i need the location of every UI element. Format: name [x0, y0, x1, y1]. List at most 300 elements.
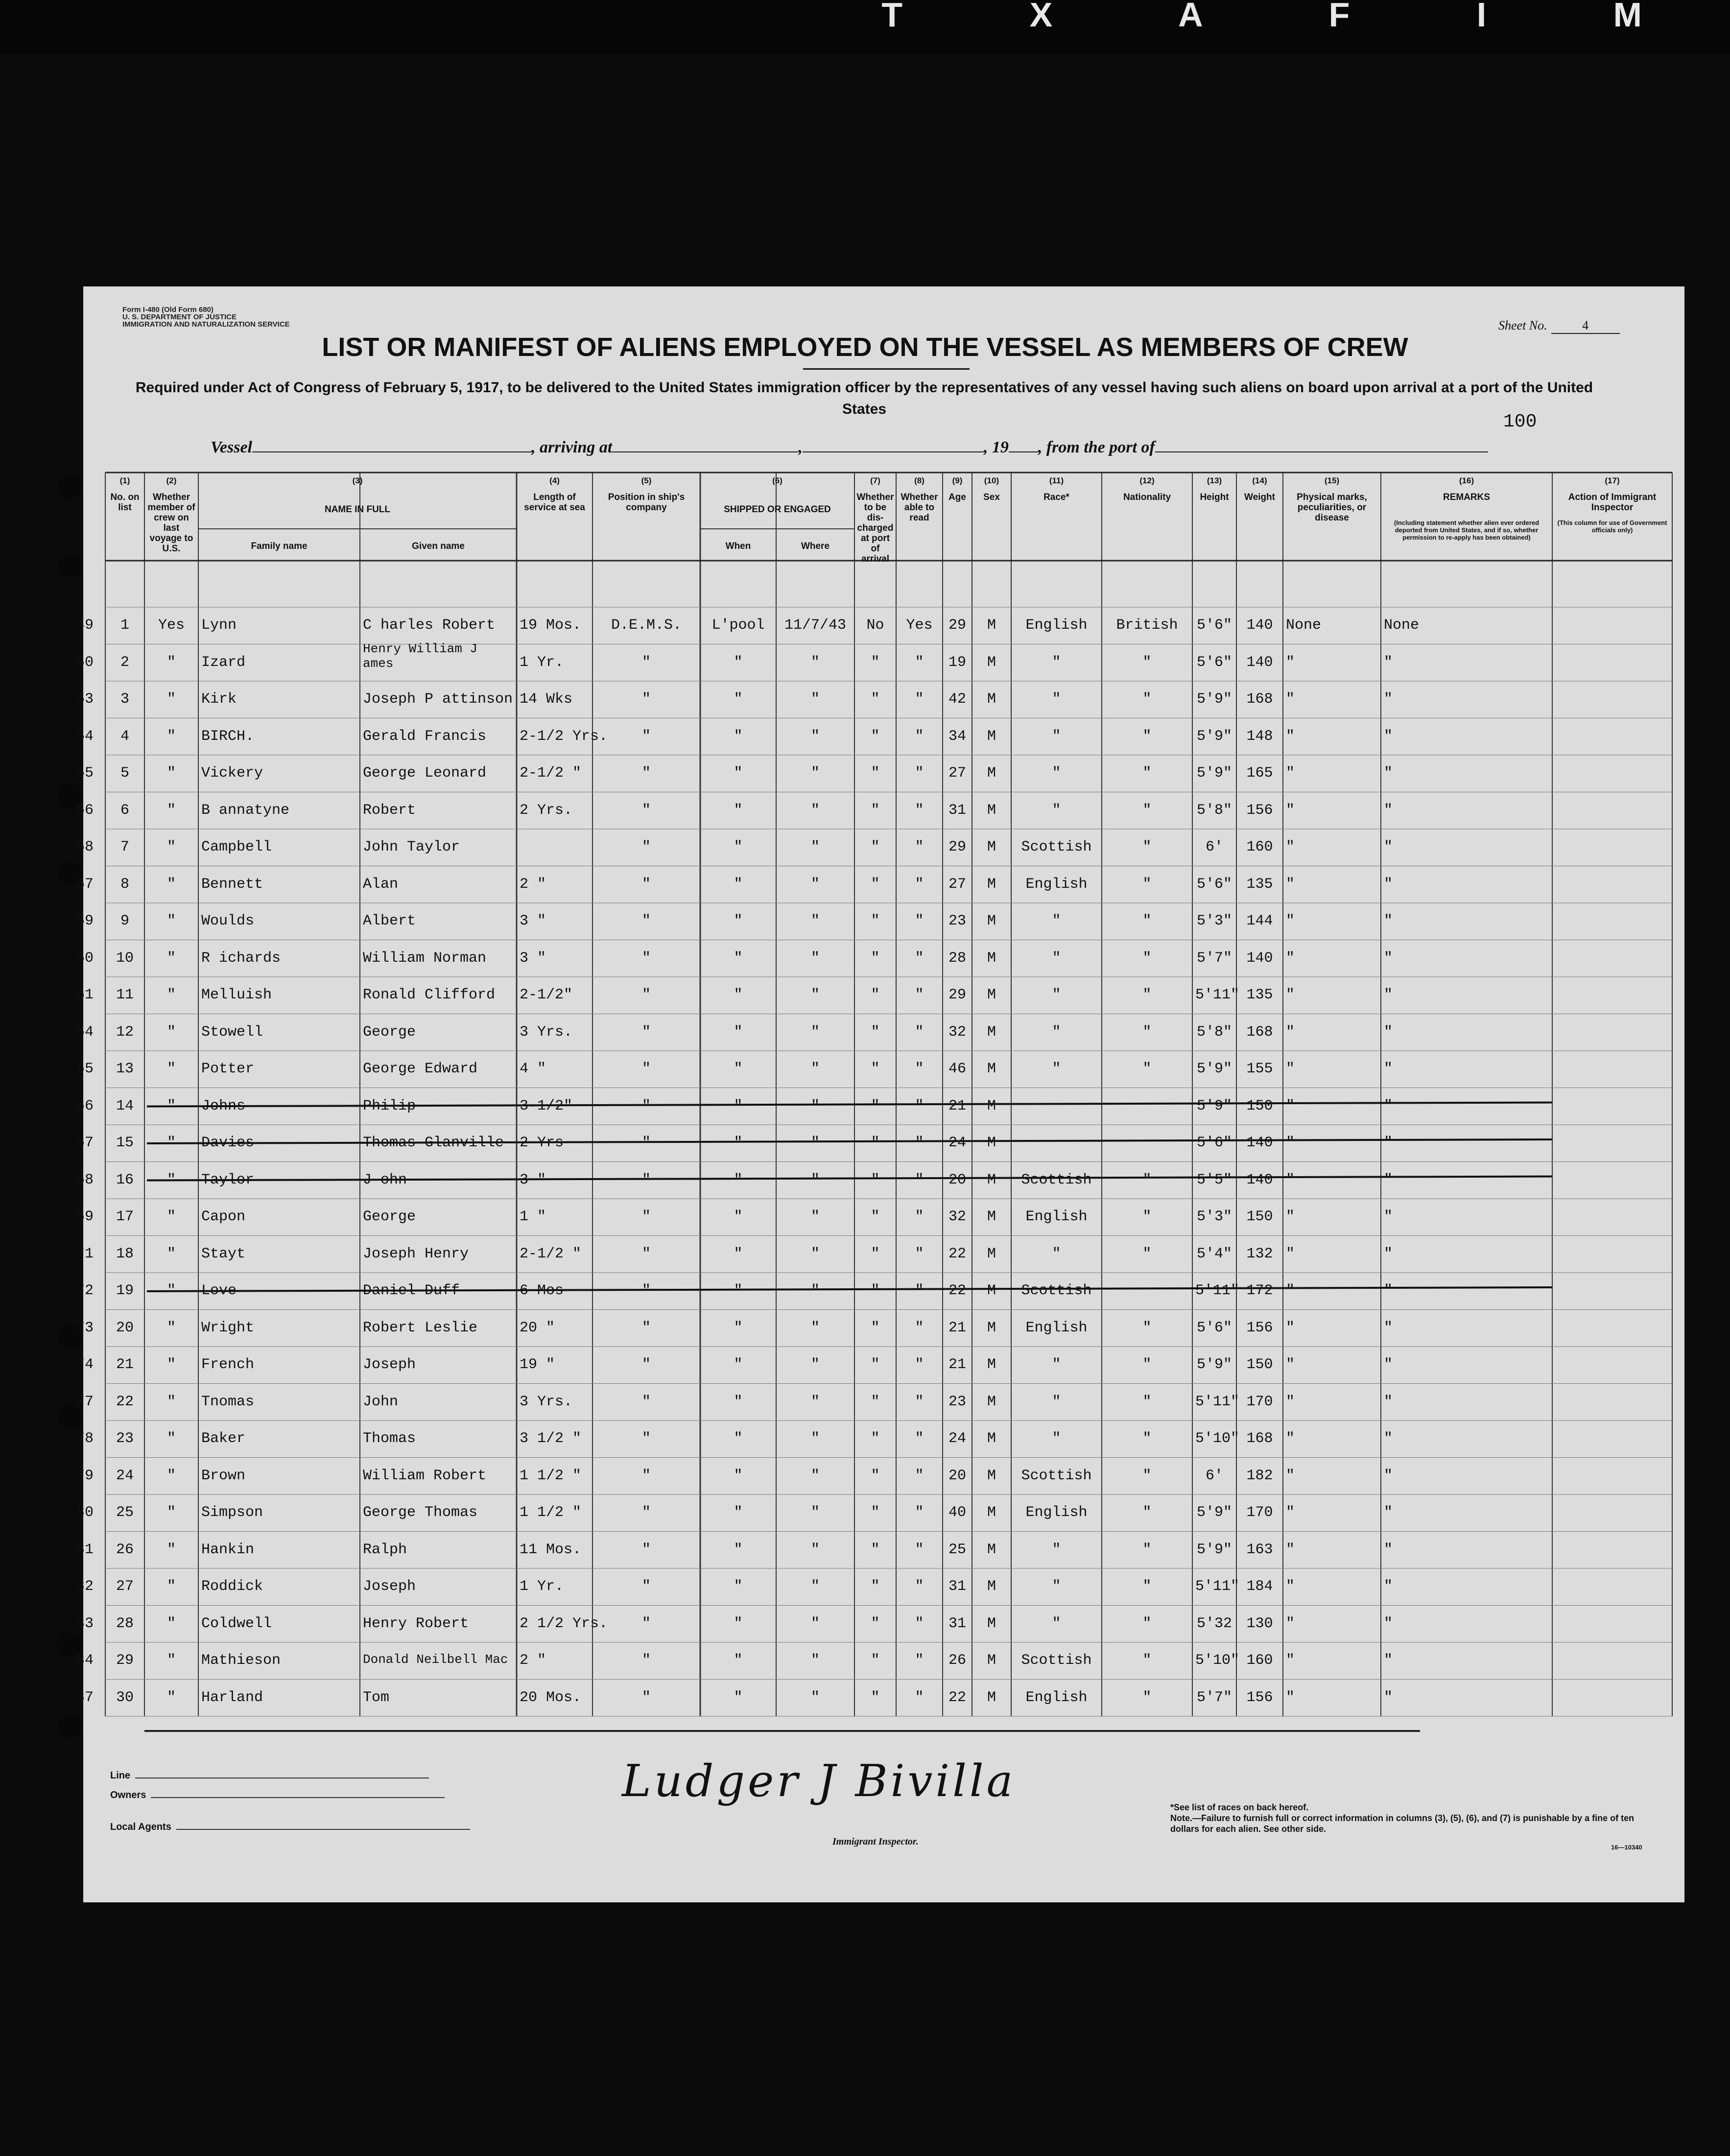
cell-ht: 5'9" [1196, 1061, 1232, 1077]
cell-sex: M [987, 1282, 996, 1299]
line-number: 79 [76, 1467, 94, 1484]
cell-when: " [734, 1135, 743, 1151]
cell-ht: 5'8" [1196, 1023, 1232, 1041]
cell-race: " [1052, 987, 1061, 1003]
cell-dis: " [871, 1689, 880, 1706]
cell-read: Yes [906, 617, 933, 634]
cell-rem: None [1384, 617, 1420, 634]
cell-sex: M [987, 1541, 996, 1558]
cell-fam: Simpson [201, 1504, 263, 1521]
cell-read: " [915, 1245, 924, 1262]
cell-when: " [734, 876, 743, 893]
cell-when: " [734, 1245, 743, 1262]
cell-when: " [734, 1689, 743, 1706]
cell-sex: M [987, 654, 996, 671]
cell-rem: " [1384, 1245, 1393, 1262]
cell-rem: " [1384, 802, 1393, 819]
cell-ht: 5'7" [1196, 1689, 1232, 1706]
cell-where: " [810, 765, 820, 782]
cell-rem: " [1384, 765, 1393, 782]
cell-age: 24 [948, 1430, 966, 1447]
cell-fam: Tnomas [201, 1393, 255, 1410]
cell-dis: " [871, 1135, 880, 1151]
column-number: (10) [984, 476, 999, 485]
cell-last: " [166, 802, 176, 819]
column-number: (14) [1252, 476, 1267, 485]
cell-where: " [810, 1097, 820, 1114]
cell-sex: M [987, 987, 996, 1003]
cell-ht: 5'10" [1195, 1430, 1240, 1447]
cell-when: " [734, 949, 743, 967]
cell-rem: " [1384, 1319, 1393, 1336]
cell-pos: D.E.M.S. [611, 617, 682, 634]
cell-nat: " [1142, 1430, 1152, 1447]
cell-dis: " [871, 1282, 880, 1299]
cell-rem: " [1384, 728, 1393, 745]
cell-rem: " [1384, 654, 1393, 671]
cell-srv: 19 " [520, 1356, 555, 1373]
cell-last: " [166, 1097, 176, 1114]
cell-sex: M [987, 1356, 996, 1373]
cell-race: " [1052, 654, 1061, 671]
cell-wt: 168 [1246, 691, 1273, 708]
cell-wt: 150 [1246, 1208, 1273, 1225]
cell-ht: 5'4" [1196, 1245, 1232, 1262]
line-number: 80 [76, 1504, 94, 1521]
cell-fam: Potter [201, 1061, 255, 1077]
cell-no: 13 [116, 1061, 134, 1077]
line-number: 68 [76, 1171, 94, 1188]
cell-sex: M [987, 1467, 996, 1484]
cell-sex: M [987, 949, 996, 967]
cell-sex: M [987, 1578, 996, 1595]
cell-sex: M [987, 1393, 996, 1410]
line-number: 87 [76, 1689, 94, 1706]
cell-dis: " [871, 1097, 880, 1114]
cell-age: 46 [948, 1061, 966, 1077]
cell-where: " [810, 1208, 820, 1225]
cell-srv: 3 Yrs. [520, 1393, 573, 1410]
cell-where: " [810, 1578, 820, 1595]
cell-when: " [734, 1430, 743, 1447]
cell-sex: M [987, 765, 996, 782]
cell-rem: " [1384, 839, 1393, 855]
cell-nat: " [1142, 1245, 1152, 1262]
page-subtitle: Required under Act of Congress of February 5, 1917, to be delivered to the United States immigration officer by the representatives of any vessel having such aliens on board upon arrival at a port of the United States [135, 379, 1593, 417]
column-number: (11) [1049, 476, 1064, 485]
cell-pos: " [641, 1504, 651, 1521]
cell-age: 21 [948, 1319, 966, 1336]
cell-pos: " [641, 1023, 651, 1041]
cell-pos: " [641, 987, 651, 1003]
cell-giv: Robert Leslie [363, 1319, 478, 1336]
cell-race: English [1025, 1689, 1088, 1706]
cell-when: " [734, 728, 743, 745]
cell-sex: M [987, 1135, 996, 1151]
cell-rem: " [1384, 1208, 1393, 1225]
vessel-line: Vessel , arriving at , , 19 , from the port of [211, 438, 1488, 457]
cell-dis: " [871, 1245, 880, 1262]
cell-no: 30 [116, 1689, 134, 1706]
cell-srv: 1 Yr. [520, 654, 564, 671]
cell-read: " [915, 1356, 924, 1373]
cell-ht: 5'11" [1195, 1282, 1240, 1299]
cell-read: " [915, 1467, 924, 1484]
cell-sex: M [987, 1615, 996, 1632]
cell-pos: " [641, 1356, 651, 1373]
line-number: 59 [76, 913, 94, 929]
column-number: (6) [772, 476, 782, 485]
cell-dis: " [871, 1356, 880, 1373]
cell-srv: 3 " [520, 949, 546, 967]
cell-ht: 5'3" [1196, 1208, 1232, 1225]
cell-race: " [1052, 949, 1061, 967]
cell-no: 14 [116, 1097, 134, 1114]
cell-fam: Vickery [201, 765, 263, 782]
cell-last: " [166, 839, 176, 855]
cell-srv: 3-1/2" [520, 1097, 573, 1114]
cell-rem: " [1384, 876, 1393, 893]
line-number: 57 [76, 876, 94, 893]
column-number: (16) [1459, 476, 1474, 485]
column-header: Whether member of crew on last voyage to U.S. [147, 492, 195, 554]
cell-ht: 5'5" [1196, 1171, 1232, 1188]
cell-no: 1 [120, 617, 129, 634]
column-subheader: Where [801, 541, 830, 551]
cell-wt: 170 [1246, 1504, 1273, 1521]
cell-ht: 5'10" [1195, 1652, 1240, 1669]
cell-read: " [915, 949, 924, 967]
cell-sex: M [987, 876, 996, 893]
cell-giv: Joseph Henry [363, 1245, 469, 1262]
cell-fam: Woulds [201, 913, 255, 929]
cell-no: 4 [120, 728, 129, 745]
cell-last: " [166, 1689, 176, 1706]
cell-ht: 5'6" [1196, 1319, 1232, 1336]
cell-pos: " [641, 1430, 651, 1447]
cell-giv: Tom [363, 1689, 390, 1706]
cell-dis: " [871, 1578, 880, 1595]
cell-wt: 140 [1246, 654, 1273, 671]
cell-read: " [915, 1208, 924, 1225]
cell-where: " [810, 839, 820, 855]
cell-giv: Albert [363, 913, 416, 929]
cell-dis: " [871, 802, 880, 819]
cell-marks: None [1286, 617, 1322, 634]
cell-rem: " [1384, 1135, 1393, 1151]
cell-fam: BIRCH. [201, 728, 255, 745]
cell-fam: Stowell [201, 1023, 263, 1041]
cell-race: Scottish [1021, 1652, 1092, 1669]
cell-race: " [1052, 802, 1061, 819]
cell-sex: M [987, 1208, 996, 1225]
cell-race: Scottish [1021, 839, 1092, 855]
cell-age: 31 [948, 1615, 966, 1632]
cell-marks: " [1286, 839, 1295, 855]
cell-read: " [915, 728, 924, 745]
cell-giv: George [363, 1023, 416, 1041]
column-number: (7) [870, 476, 880, 485]
cell-nat: " [1142, 765, 1152, 782]
column-number: (9) [952, 476, 963, 485]
cell-no: 28 [116, 1615, 134, 1632]
cell-giv: Donald Neilbell Mac [363, 1652, 508, 1667]
cell-no: 24 [116, 1467, 134, 1484]
cell-no: 3 [120, 691, 129, 708]
cell-nat: " [1142, 1319, 1152, 1336]
cell-ht: 5'32 [1196, 1615, 1232, 1632]
cell-last: " [166, 949, 176, 967]
cell-where: " [810, 1541, 820, 1558]
cell-srv: 20 " [520, 1319, 555, 1336]
cell-marks: " [1286, 1171, 1295, 1188]
cell-dis: " [871, 1171, 880, 1188]
cell-sex: M [987, 1319, 996, 1336]
cell-giv: George Leonard [363, 765, 487, 782]
cell-read: " [915, 1652, 924, 1669]
cell-marks: " [1286, 654, 1295, 671]
cell-rem: " [1384, 987, 1393, 1003]
column-number: (8) [914, 476, 924, 485]
cell-where: " [810, 1689, 820, 1706]
cell-giv: Robert [363, 802, 416, 819]
cell-wt: 140 [1246, 949, 1273, 967]
cell-no: 16 [116, 1171, 134, 1188]
cell-read: " [915, 1504, 924, 1521]
cell-read: " [915, 1578, 924, 1595]
form-number: 16—10340 [1611, 1844, 1642, 1851]
cell-race: " [1052, 765, 1061, 782]
cell-giv: Joseph [363, 1578, 416, 1595]
cell-fam: Coldwell [201, 1615, 272, 1632]
cell-no: 23 [116, 1430, 134, 1447]
cell-nat: " [1142, 1393, 1152, 1410]
cell-marks: " [1286, 949, 1295, 967]
cell-marks: " [1286, 1578, 1295, 1595]
cell-srv: 4 " [520, 1061, 546, 1077]
cell-race: English [1025, 617, 1088, 634]
cell-age: 26 [948, 1652, 966, 1669]
cell-srv: 1 " [520, 1208, 546, 1225]
cell-wt: 148 [1246, 728, 1273, 745]
cell-ht: 6' [1205, 1467, 1223, 1484]
cell-giv: Ronald Clifford [363, 987, 496, 1003]
column-number: (3) [352, 476, 363, 485]
cell-srv: 1 1/2 " [520, 1467, 582, 1484]
cell-ht: 5'11" [1195, 1393, 1240, 1410]
cell-age: 20 [948, 1171, 966, 1188]
cell-giv: Thomas Glanville [363, 1135, 504, 1151]
cell-giv: George [363, 1208, 416, 1225]
cell-race: " [1052, 1356, 1061, 1373]
cell-age: 24 [948, 1135, 966, 1151]
line-number: 74 [76, 1356, 94, 1373]
cell-when: " [734, 1319, 743, 1336]
cell-giv: George Thomas [363, 1504, 478, 1521]
column-header: Age [948, 492, 966, 502]
cell-marks: " [1286, 1319, 1295, 1336]
column-header: SHIPPED OR ENGAGED [724, 504, 831, 515]
cell-dis: " [871, 765, 880, 782]
line-number: 65 [76, 1061, 94, 1077]
cell-last: " [166, 1430, 176, 1447]
cell-dis: " [871, 1467, 880, 1484]
column-header: Weight [1244, 492, 1275, 502]
cell-giv: Henry William J ames [363, 641, 478, 671]
cell-fam: Brown [201, 1467, 246, 1484]
cell-sex: M [987, 1430, 996, 1447]
cell-pos: " [641, 1135, 651, 1151]
cell-srv: 2-1/2 " [520, 765, 582, 782]
cell-last: " [166, 1319, 176, 1336]
cell-srv: 3 " [520, 1171, 546, 1188]
cell-when: " [734, 1097, 743, 1114]
cell-when: " [734, 654, 743, 671]
cell-race: Scottish [1021, 1282, 1092, 1299]
cell-dis: " [871, 1430, 880, 1447]
cell-age: 31 [948, 1578, 966, 1595]
cell-last: " [166, 1393, 176, 1410]
cell-sex: M [987, 1023, 996, 1041]
cell-ht: 5'9" [1196, 691, 1232, 708]
line-number: 69 [76, 1208, 94, 1225]
cell-ht: 5'6" [1196, 876, 1232, 893]
cell-age: 22 [948, 1689, 966, 1706]
cell-when: " [734, 1467, 743, 1484]
cell-rem: " [1384, 1578, 1393, 1595]
cell-wt: 135 [1246, 876, 1273, 893]
cell-fam: Izard [201, 654, 246, 671]
cell-pos: " [641, 1061, 651, 1077]
cell-ht: 5'9" [1196, 728, 1232, 745]
cell-fam: R ichards [201, 949, 281, 967]
cell-age: 27 [948, 876, 966, 893]
cell-when: " [734, 1171, 743, 1188]
cell-when: " [734, 1652, 743, 1669]
cell-nat: " [1142, 1356, 1152, 1373]
column-number: (13) [1207, 476, 1222, 485]
cell-where: " [810, 1171, 820, 1188]
cell-wt: 135 [1246, 987, 1273, 1003]
cell-srv: 2 " [520, 1652, 546, 1669]
cell-where: " [810, 1135, 820, 1151]
footer-local-agents: Local Agents [110, 1822, 470, 1833]
cell-rem: " [1384, 1097, 1393, 1114]
cell-wt: 140 [1246, 617, 1273, 634]
cell-nat: " [1142, 949, 1152, 967]
line-number: 84 [76, 1652, 94, 1669]
cell-nat: " [1142, 1208, 1152, 1225]
column-header: Physical marks, peculiarities, or disease [1297, 492, 1367, 523]
cell-age: 23 [948, 913, 966, 929]
cell-ht: 6' [1205, 839, 1223, 855]
cell-wt: 160 [1246, 839, 1273, 855]
cell-ht: 5'9" [1196, 765, 1232, 782]
cell-race: " [1052, 1430, 1061, 1447]
cell-last: " [166, 1578, 176, 1595]
cell-pos: " [641, 1393, 651, 1410]
cell-where: " [810, 1061, 820, 1077]
column-header: NAME IN FULL [324, 504, 391, 515]
cell-last: " [166, 691, 176, 708]
cell-read: " [915, 839, 924, 855]
cell-pos: " [641, 1467, 651, 1484]
cell-pos: " [641, 1097, 651, 1114]
cell-fam: Stayt [201, 1245, 246, 1262]
cell-race: Scottish [1021, 1467, 1092, 1484]
cell-rem: " [1384, 1061, 1393, 1077]
footer-line: Line [110, 1770, 429, 1781]
cell-when: " [734, 1578, 743, 1595]
cell-race: " [1052, 1578, 1061, 1595]
cell-dis: " [871, 839, 880, 855]
cell-marks: " [1286, 765, 1295, 782]
cell-giv: Alan [363, 876, 399, 893]
line-number: 54 [76, 728, 94, 745]
inspector-caption: Immigrant Inspector. [832, 1836, 919, 1847]
cell-wt: 140 [1246, 1135, 1273, 1151]
cell-pos: " [641, 654, 651, 671]
line-number: 82 [76, 1578, 94, 1595]
cell-srv: 19 Mos. [520, 617, 582, 634]
cell-ht: 5'6" [1196, 654, 1232, 671]
cell-age: 31 [948, 802, 966, 819]
cell-pos: " [641, 1208, 651, 1225]
page-title: LIST OR MANIFEST OF ALIENS EMPLOYED ON THE VESSEL AS MEMBERS OF CREW [322, 332, 1408, 362]
column-number: (12) [1139, 476, 1155, 485]
cell-age: 32 [948, 1023, 966, 1041]
cell-no: 26 [116, 1541, 134, 1558]
cell-where: " [810, 1430, 820, 1447]
cell-fam: Kirk [201, 691, 237, 708]
cell-no: 9 [120, 913, 129, 929]
cell-race: " [1052, 1615, 1061, 1632]
column-header: Race* [1043, 492, 1069, 502]
cell-read: " [915, 1430, 924, 1447]
cell-pos: " [641, 913, 651, 929]
cell-when: " [734, 1393, 743, 1410]
cell-when: " [734, 1504, 743, 1521]
cell-when: " [734, 987, 743, 1003]
cell-read: " [915, 691, 924, 708]
cell-last: " [166, 1245, 176, 1262]
cell-when: " [734, 1061, 743, 1077]
cell-rem: " [1384, 949, 1393, 967]
cell-srv: 11 Mos. [520, 1541, 582, 1558]
cell-rem: " [1384, 1430, 1393, 1447]
cell-last: " [166, 1061, 176, 1077]
cell-ht: 5'9" [1196, 1504, 1232, 1521]
cell-wt: 160 [1246, 1652, 1273, 1669]
cell-when: " [734, 1282, 743, 1299]
cell-sex: M [987, 1097, 996, 1114]
cell-age: 29 [948, 987, 966, 1003]
cell-marks: " [1286, 1504, 1295, 1521]
cell-nat: British [1116, 617, 1178, 634]
cell-ht: 5'8" [1196, 802, 1232, 819]
cell-no: 10 [116, 949, 134, 967]
cell-ht: 5'6" [1196, 617, 1232, 634]
cell-sex: M [987, 802, 996, 819]
cell-wt: 165 [1246, 765, 1273, 782]
cell-srv: 14 Wks [520, 691, 573, 708]
cell-race: " [1052, 1061, 1061, 1077]
cell-rem: " [1384, 1652, 1393, 1669]
cell-giv: Philip [363, 1097, 416, 1114]
cell-pos: " [641, 949, 651, 967]
cell-fam: B annatyne [201, 802, 290, 819]
cell-read: " [915, 1282, 924, 1299]
